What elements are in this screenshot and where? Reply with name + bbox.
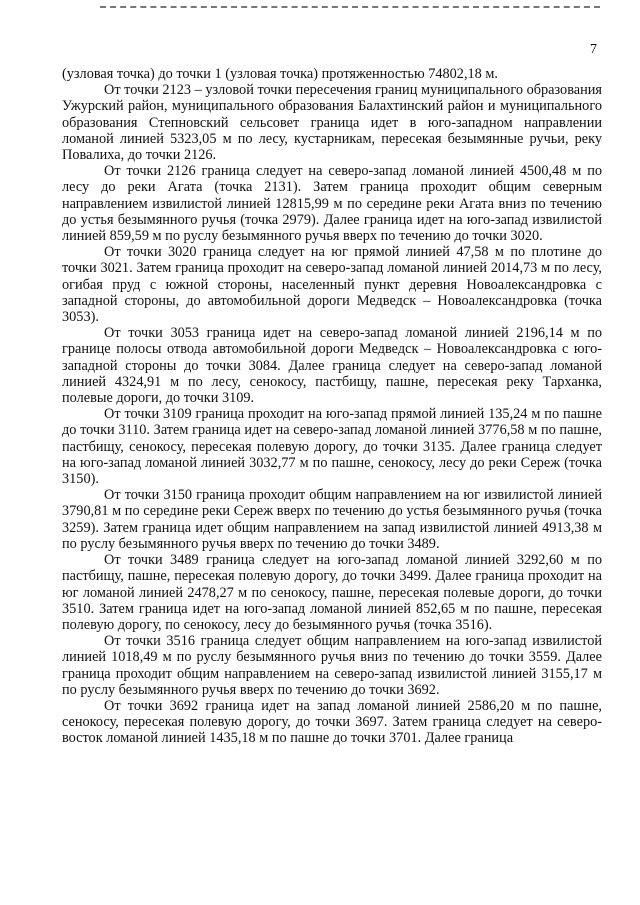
paragraph: От точки 2126 граница следует на северо-запад ломаной линией 4500,48 м по лесу до реки Агата (точка 2131). Затем граница проходит общим северным направлением извилистой линией 12815,99 м по середине реки Агата вниз по течению до устья безымянного ручья (точка 2979). Далее граница идет на юго-запад извилистой линией 859,59 м по руслу безымянного ручья вверх по течению до точки 3020. [62,163,602,245]
page-number: 7 [590,42,597,57]
top-dashed-rule [100,6,600,8]
paragraph: От точки 2123 – узловой точки пересечения границ муниципального образования Ужурский район, муниципального образования Балахтинский район и муниципального образования Степновский сельсовет граница идет в юго-западном направлении ломаной линией 5323,05 м по лесу, кустарникам, пересекая безымянные ручьи, реку Повалиха, до точки 2126. [62,82,602,164]
paragraph: От точки 3692 граница идет на запад ломаной линией 2586,20 м по пашне, сенокосу, пересекая полевую дорогу, до точки 3697. Затем граница следует на северо-восток ломаной линией 1435,18 м по пашне до точки 3701. Далее граница [62,697,602,747]
document-body [62,66,602,747]
paragraph: От точки 3150 граница проходит общим направлением на юг извилистой линией 3790,81 м по середине реки Сереж вверх по течению до устья безымянного ручья (точка 3259). Затем граница идет общим направлением на запад извилистой линией 4913,38 м по руслу безымянного ручья вверх по течению до точки 3489. [62,487,602,552]
paragraph-continuation: (узловая точка) до точки 1 (узловая точка) протяженностью 74802,18 м. [62,66,499,82]
paragraph: От точки 3053 граница идет на северо-запад ломаной линией 2196,14 м по границе полосы отвода автомобильной дороги Медведск – Новоалександровка с юго-западной стороны до точки 3084. Далее граница следует на северо-запад ломаной линией 4324,91 м по лесу, сенокосу, пастбищу, пашне, пересекая реку Тарханка, полевые дороги, до точки 3109. [62,325,602,407]
paragraph: От точки 3489 граница следует на юго-запад ломаной линией 3292,60 м по пастбищу, пашне, пересекая полевую дорогу, до точки 3499. Далее граница проходит на юг ломаной линией 2478,27 м по сенокосу, пашне, пересекая полевые дороги, до точки 3510. Затем граница идет на юго-запад ломаной линией 852,65 м по пашне, пересекая полевую дорогу, по сенокосу, лесу до безымянного ручья (точка 3516). [62,552,602,633]
paragraph: От точки 3516 граница следует общим направлением на юго-запад извилистой линией 1018,49 м по руслу безымянного ручья вниз по течению до точки 3559. Далее граница проходит общим направлением на северо-запад извилистой линией 3155,17 м по руслу безымянного ручья вверх по течению до точки 3692. [62,633,602,698]
paragraph: От точки 3109 граница проходит на юго-запад прямой линией 135,24 м по пашне до точки 3110. Затем граница идет на северо-запад ломаной линией 3776,58 м по пашне, пастбищу, сенокосу, пересекая полевую дорогу, до точки 3135. Далее граница следует на юго-запад ломаной линией 3032,77 м по пашне, сенокосу, лесу до реки Сереж (точка 3150). [62,406,602,488]
paragraph: От точки 3020 граница следует на юг прямой линией 47,58 м по плотине до точки 3021. Затем граница проходит на северо-запад ломаной линией 2014,73 м по лесу, огибая пруд с южной стороны, населенный пункт деревня Новоалександровка с западной стороны, до автомобильной дороги Медведск – Новоалександровка (точка 3053). [62,244,602,326]
